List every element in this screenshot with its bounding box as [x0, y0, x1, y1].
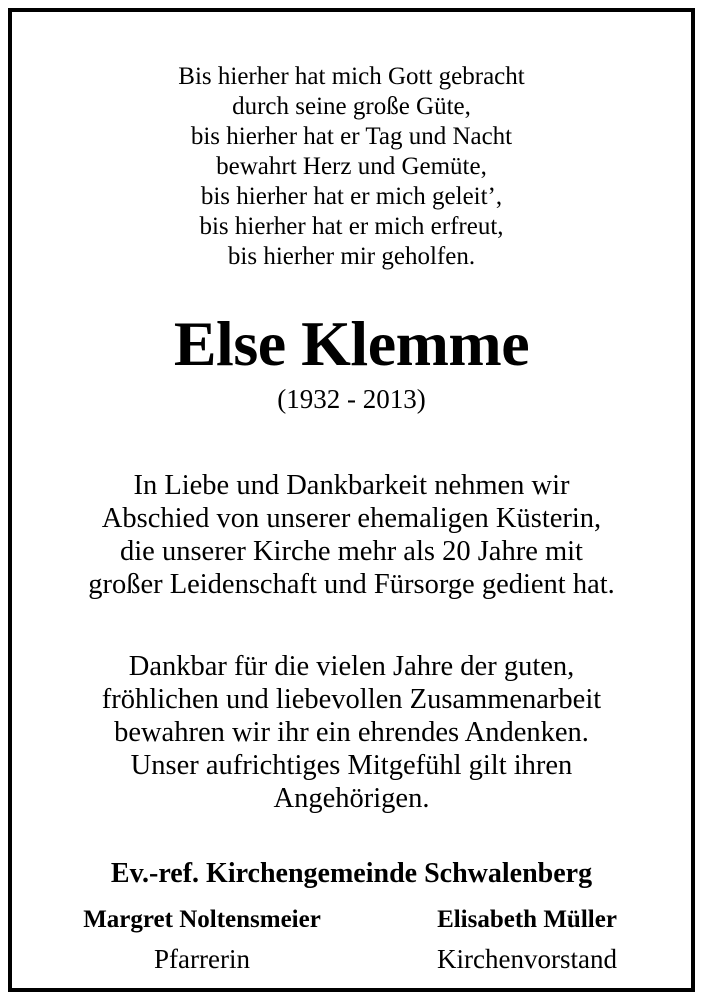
signatory-role: Pfarrerin — [154, 944, 250, 974]
signatory-role: Kirchenvorstand — [437, 944, 617, 974]
paragraph-line: In Liebe und Dankbarkeit nehmen wir — [133, 470, 570, 501]
poem-line: bis hierher mir geholfen. — [227, 243, 476, 270]
life-years: (1932 - 2013) — [277, 384, 426, 414]
paragraph-line: Dankbar für die vielen Jahre der guten, — [128, 651, 575, 682]
organization-name: Ev.-ref. Kirchengemeinde Schwalenberg — [110, 858, 593, 889]
poem-line: durch seine große Güte, — [232, 93, 471, 120]
paragraph-line: Abschied von unserer ehemaligen Küsterin, — [101, 503, 602, 534]
poem-verse — [0, 62, 703, 272]
signatory-name: Margret Noltensmeier — [83, 906, 321, 933]
paragraph-line: Angehörigen. — [273, 783, 430, 814]
paragraph-line: bewahren wir ihr ein ehrendes Andenken. — [114, 717, 589, 748]
signatory-board — [410, 905, 644, 975]
paragraph-line: Unser aufrichtiges Mitgefühl gilt ihren — [130, 750, 573, 781]
gratitude-paragraph — [0, 650, 703, 815]
tribute-paragraph — [0, 469, 703, 601]
signatory-name: Elisabeth Müller — [437, 906, 617, 933]
poem-line: bis hierher hat er mich erfreut, — [199, 213, 504, 240]
poem-line: Bis hierher hat mich Gott gebracht — [178, 63, 525, 90]
paragraph-line: großer Leidenschaft und Fürsorge gedient hat. — [88, 569, 615, 600]
signatory-pastor — [52, 905, 352, 975]
paragraph-line: die unserer Kirche mehr als 20 Jahre mit — [120, 536, 583, 567]
paragraph-line: fröhlichen und liebevollen Zusammenarbeit — [101, 684, 602, 715]
deceased-name: Else Klemme — [173, 308, 530, 379]
poem-line: bis hierher hat er Tag und Nacht — [190, 123, 513, 150]
poem-line: bis hierher hat er mich geleit’, — [200, 183, 503, 210]
poem-line: bewahrt Herz und Gemüte, — [216, 153, 487, 180]
